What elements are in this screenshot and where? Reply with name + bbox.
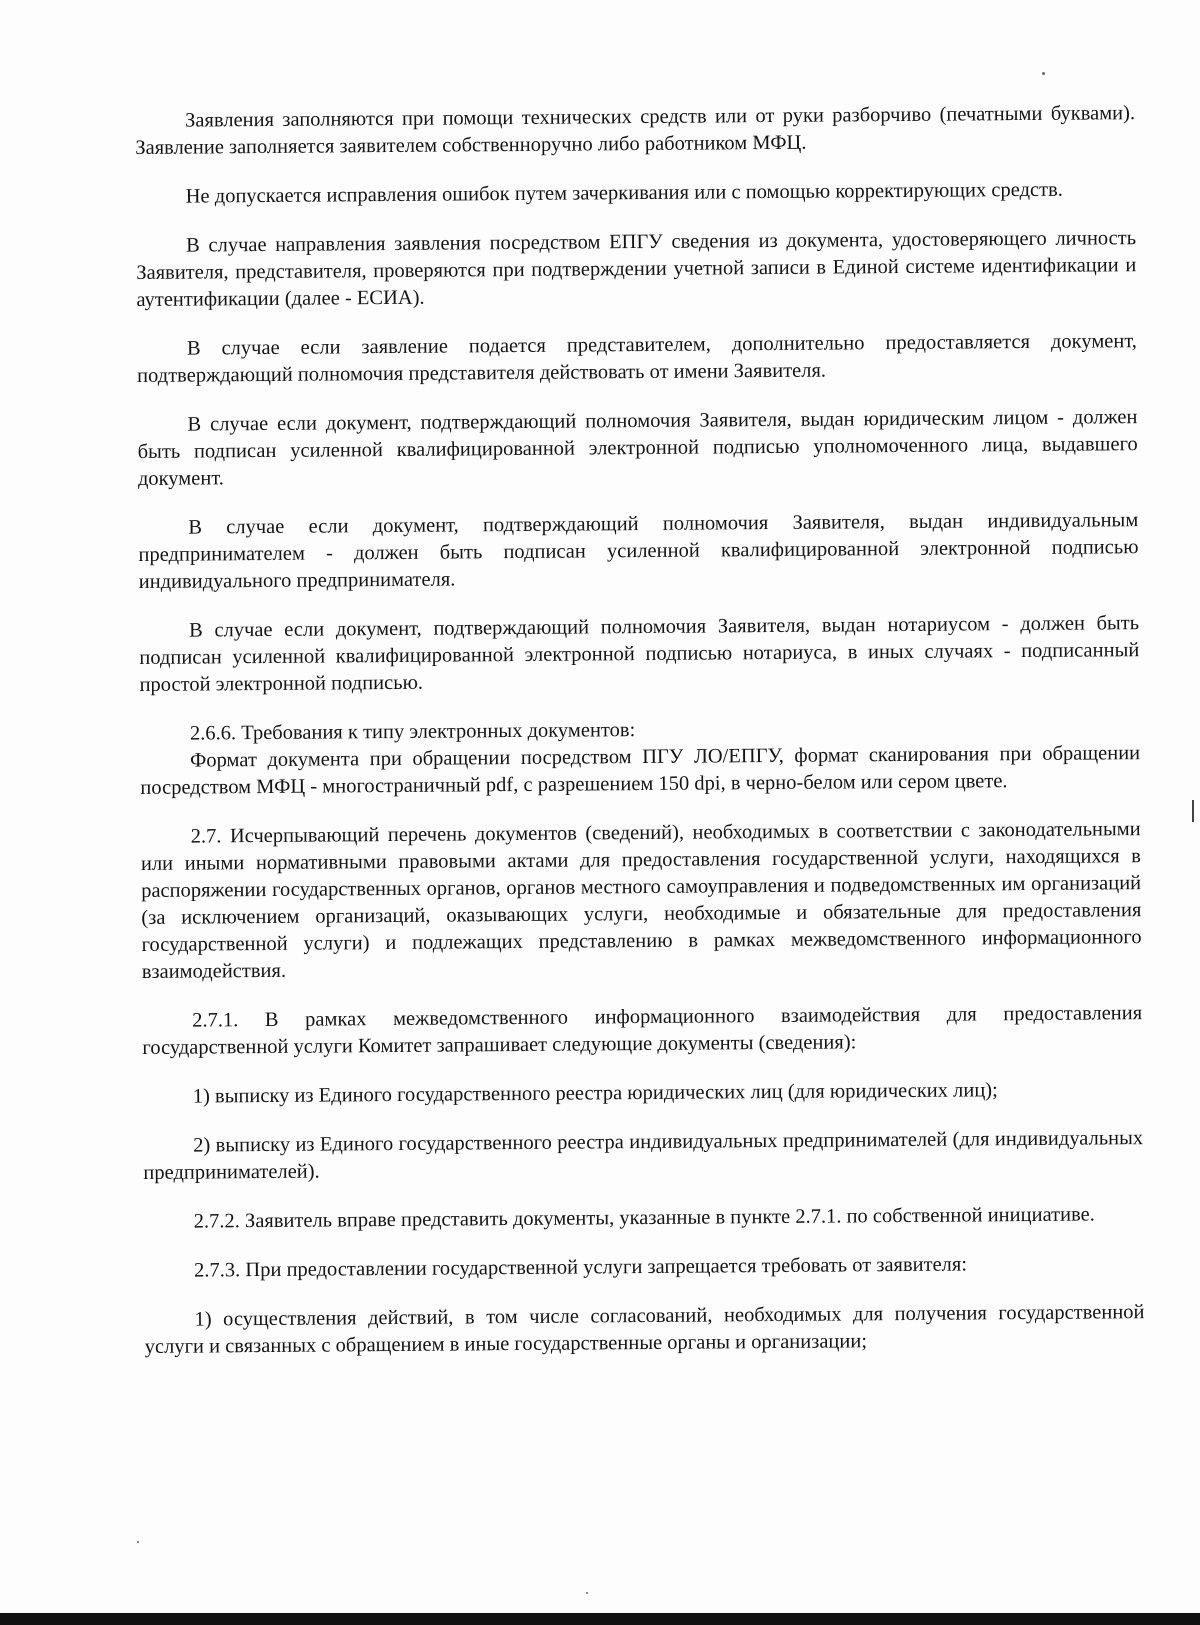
document-body — [135, 100, 1145, 1383]
paragraph-egrip-extract: 2) выписку из Единого государственного реестра индивидуальных предпринимателей (для индивидуальных предпринимателей). — [143, 1127, 1144, 1184]
paragraph-egrul-extract: 1) выписку из Единого государственного реестра юридических лиц (для юридических лиц); — [192, 1079, 998, 1108]
paragraph-2-7-3: 2.7.3. При предоставлении государственной услуги запрещается требовать от заявителя: — [194, 1253, 968, 1282]
paragraph-2-7-3-item-1: 1) осуществления действий, в том числе согласований, необходимых для получения государственной услуги и связанных с обращением в иные государственные органы и организации; — [144, 1301, 1145, 1358]
paragraph-no-corrections: Не допускается исправления ошибок путем зачеркивания или с помощью корректирующих средств. — [185, 178, 1063, 208]
margin-mark — [1192, 800, 1194, 822]
paragraph-legal-entity-signature: В случае если документ, подтверждающий полномочия Заявителя, выдан юридическим лицом - должен быть подписан усиленной квалифицированной электронной подписью уполномоченного лица, выдавшего документ. — [137, 406, 1138, 490]
paragraph-notary-signature: В случае если документ, подтверждающий полномочия Заявителя, выдан нотариусом - должен быть подписан усиленной квалифицированной электронной подписью нотариуса, в иных случаях - подписанный простой электронной подписью. — [139, 612, 1140, 696]
paragraph-2-7-2: 2.7.2. Заявитель вправе представить документы, указанные в пункте 2.7.1. по собственной инициативе. — [193, 1203, 1095, 1233]
scan-speck — [1042, 72, 1045, 75]
paragraph-representative: В случае если заявление подается представителем, дополнительно предоставляется документ, подтверждающий полномочия представителя действовать от имени Заявителя. — [137, 330, 1137, 387]
paragraph-entrepreneur-signature: В случае если документ, подтверждающий полномочия Заявителя, выдан индивидуальным предпринимателем - должен быть подписан усиленной квалифицированной электронной подписью индивидуального предпринимателя. — [138, 509, 1139, 593]
paragraph-2-6-6-heading: 2.6.6. Требования к типу электронных документов: — [189, 719, 636, 745]
scan-bottom-edge — [0, 1613, 1200, 1625]
paragraph-file-format: Формат документа при обращении посредством ПГУ ЛО/ЕПГУ, формат сканирования при обращении посредством МФЦ - многостраничный pdf, с разрешением 150 dpi, в черно-белом или сером цвете. — [140, 742, 1141, 799]
paragraph-epgu-identity: В случае направления заявления посредством ЕПГУ сведения из документа, удостоверяющего личность Заявителя, представителя, проверяются при подтверждении учетной записи в Единой системе идентификации и аутентификации (далее - ЕСИА). — [136, 227, 1137, 311]
scan-speck — [137, 1541, 139, 1543]
paragraph-2-7-1: 2.7.1. В рамках межведомственного информационного взаимодействия для предоставления государственной услуги Комитет запрашивает следующие документы (сведения): — [142, 1002, 1143, 1059]
paragraph-2-7-list: 2.7. Исчерпывающий перечень документов (сведений), необходимых в соответствии с законодательными или иными нормативными правовыми актами для предоставления государственной услуги, находящихся в распоряжении государственных органов, органов местного самоуправления и подведомственных им организаций (за исключением организаций, оказывающих услуги, необходимые и обязательные для предоставления государственной услуги) и подлежащих представлению в рамках межведомственного информационного взаимодействия. — [140, 818, 1142, 983]
scan-speck — [586, 1592, 588, 1594]
paragraph-application-filling: Заявления заполняются при помощи технических средств или от руки разборчиво (печатными буквами). Заявление заполняется заявителем собственноручно либо работником МФЦ. — [135, 102, 1136, 159]
